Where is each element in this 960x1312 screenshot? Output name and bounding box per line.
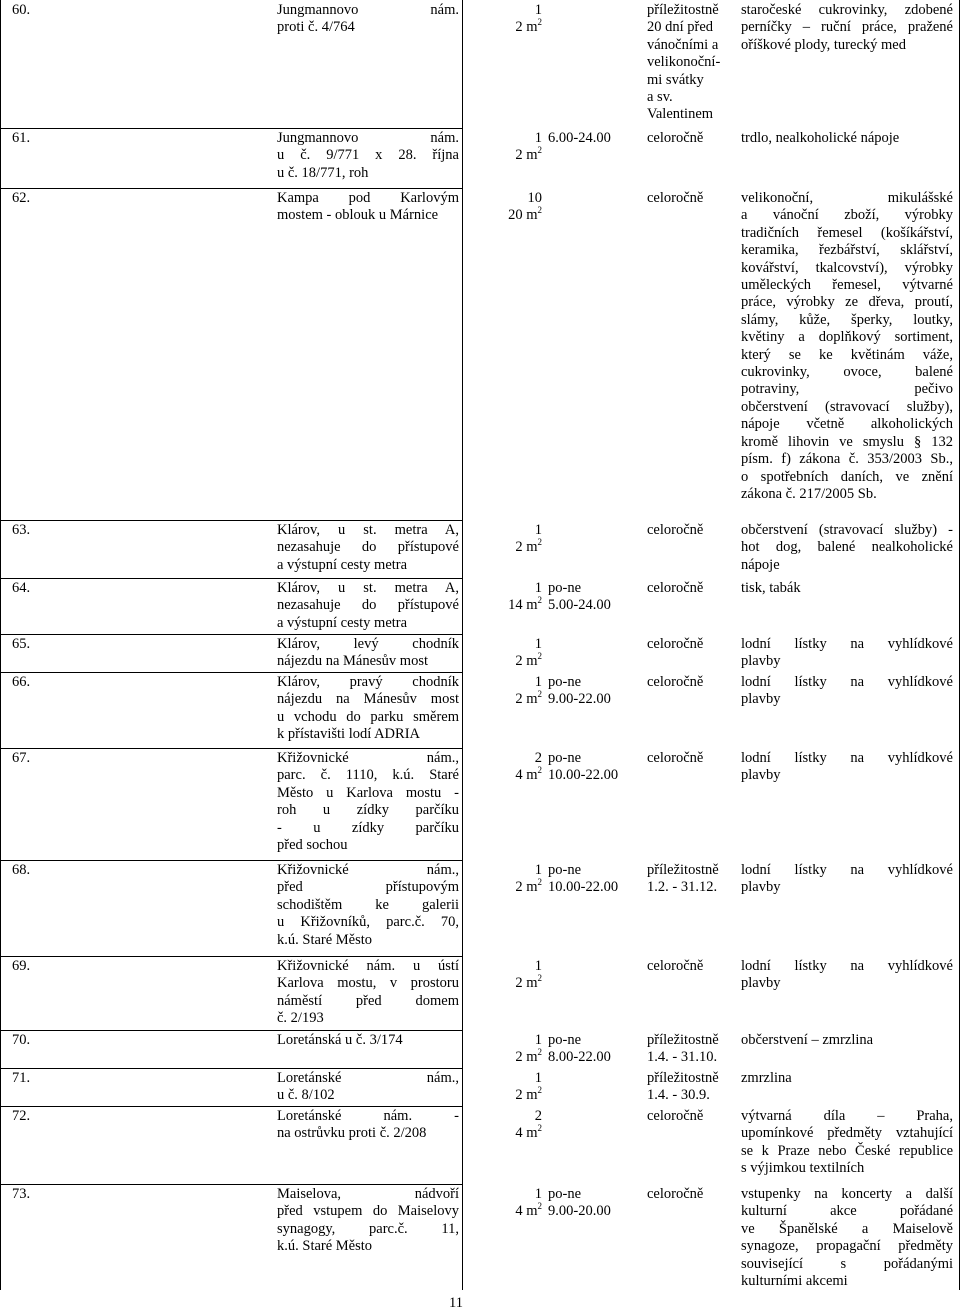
text-line: 10.00-22.00 bbox=[548, 767, 619, 784]
row-number: 73. bbox=[12, 1186, 31, 1202]
stand-area bbox=[466, 653, 542, 670]
goods-cell bbox=[741, 1108, 953, 1178]
text-line: plavby bbox=[741, 879, 781, 896]
text-line: upomínkové předměty vztahující bbox=[741, 1125, 953, 1142]
text-line: parc. č. 1110, k.ú. Staré bbox=[277, 767, 459, 784]
text-line: 9.00-20.00 bbox=[548, 1203, 611, 1220]
row-rule bbox=[0, 748, 463, 749]
text-line: před vstupem do Maiselovy bbox=[277, 1203, 459, 1220]
row-rule bbox=[0, 128, 463, 129]
area-exponent: 2 bbox=[537, 651, 542, 662]
text-line: lodní lístky na vyhlídkové bbox=[741, 862, 953, 878]
opening-hours-cell bbox=[548, 1032, 640, 1067]
row-rule bbox=[0, 1106, 463, 1107]
text-line: příležitostně bbox=[647, 1032, 719, 1048]
area-exponent: 2 bbox=[537, 145, 542, 156]
text-line: občerstvení (stravovací služby), bbox=[741, 398, 953, 415]
row-number: 72. bbox=[12, 1108, 31, 1124]
text-line: celoročně bbox=[647, 674, 704, 690]
stand-count: 1 bbox=[534, 2, 542, 18]
quantity-cell bbox=[466, 2, 542, 37]
text-line: u vchodu do parku směrem bbox=[277, 708, 459, 725]
text-line: nápoje bbox=[741, 556, 780, 573]
text-line: s výjimkou textilních bbox=[741, 1160, 865, 1177]
period-cell bbox=[647, 636, 735, 653]
location-cell bbox=[277, 580, 459, 632]
text-line: u Křižovníků, parc.č. 70, bbox=[277, 914, 459, 931]
goods-cell bbox=[741, 580, 953, 597]
stand-area bbox=[466, 1203, 542, 1220]
text-line: Křižovnické nám. u ústí bbox=[277, 958, 459, 974]
text-line: Karlova mostu, v prostoru bbox=[277, 975, 459, 992]
row-number: 68. bbox=[12, 862, 31, 878]
area-exponent: 2 bbox=[537, 17, 542, 28]
text-line: slámy, kůže, šperky, loutky, bbox=[741, 311, 953, 328]
goods-cell bbox=[741, 750, 953, 785]
area-exponent: 2 bbox=[537, 1047, 542, 1058]
stand-area bbox=[466, 767, 542, 784]
row-number: 64. bbox=[12, 580, 31, 596]
row-rule bbox=[0, 520, 463, 521]
text-line: 1.4. - 31.10. bbox=[647, 1049, 718, 1066]
stand-count: 2 bbox=[534, 1108, 542, 1124]
stand-count: 1 bbox=[534, 674, 542, 690]
opening-hours-cell bbox=[548, 1186, 640, 1221]
quantity-cell bbox=[466, 580, 542, 615]
stand-area bbox=[466, 1087, 542, 1104]
text-line: výtvarná díla – Praha, bbox=[741, 1108, 953, 1124]
text-line: celoročně bbox=[647, 190, 704, 206]
area-exponent: 2 bbox=[537, 205, 542, 216]
location-cell bbox=[277, 1032, 459, 1049]
text-line: po-ne bbox=[548, 674, 582, 690]
text-line: a výstupní cesty metra bbox=[277, 556, 408, 573]
stand-count: 2 bbox=[534, 750, 542, 766]
text-line: kulturní akce pořádané bbox=[741, 1203, 953, 1220]
text-line: nápoje včetně alkoholických bbox=[741, 416, 953, 433]
text-line: Klárov, u st. metra A, bbox=[277, 522, 459, 538]
row-rule bbox=[0, 1068, 463, 1069]
quantity-cell bbox=[466, 190, 542, 225]
stand-count: 1 bbox=[534, 958, 542, 974]
text-line: po-ne bbox=[548, 1032, 582, 1048]
row-number: 63. bbox=[12, 522, 31, 538]
text-line: u č. 9/771 x 28. října bbox=[277, 147, 459, 164]
text-line: plavby bbox=[741, 767, 781, 784]
period-cell bbox=[647, 1186, 735, 1203]
area-value: 2 m bbox=[515, 691, 538, 708]
row-number: 69. bbox=[12, 958, 31, 974]
text-line: roh u zídky parčíku bbox=[277, 802, 459, 819]
text-line: Loretánské nám. - bbox=[277, 1108, 459, 1124]
row-rule bbox=[0, 672, 463, 673]
text-line: 8.00-22.00 bbox=[548, 1049, 611, 1066]
text-line: příležitostně bbox=[647, 1070, 719, 1086]
text-line: celoročně bbox=[647, 130, 704, 146]
opening-hours-cell bbox=[548, 750, 640, 785]
text-line: č. 2/193 bbox=[277, 1010, 324, 1027]
text-line: plavby bbox=[741, 653, 781, 670]
quantity-cell bbox=[466, 130, 542, 165]
period-cell bbox=[647, 190, 735, 207]
goods-cell bbox=[741, 674, 953, 709]
row-number: 67. bbox=[12, 750, 31, 766]
period-cell bbox=[647, 2, 735, 124]
quantity-cell bbox=[466, 1070, 542, 1105]
goods-cell bbox=[741, 522, 953, 574]
text-line: lodní lístky na vyhlídkové bbox=[741, 674, 953, 690]
text-line: hot dog, balené nealkoholické bbox=[741, 539, 953, 556]
text-line: mostem - oblouk u Márnice bbox=[277, 207, 439, 224]
text-line: celoročně bbox=[647, 1108, 704, 1124]
area-value: 2 m bbox=[515, 975, 538, 992]
text-line: příležitostně bbox=[647, 2, 719, 18]
text-line: plavby bbox=[741, 691, 781, 708]
column-rule bbox=[0, 0, 1, 1290]
row-number: 66. bbox=[12, 674, 31, 690]
goods-cell bbox=[741, 190, 953, 503]
quantity-cell bbox=[466, 674, 542, 709]
period-cell bbox=[647, 522, 735, 539]
text-line: Kampa pod Karlovým bbox=[277, 190, 459, 206]
area-value: 4 m bbox=[515, 1125, 538, 1142]
text-line: potraviny, pečivo bbox=[741, 381, 953, 398]
text-line: 9.00-22.00 bbox=[548, 691, 611, 708]
period-cell bbox=[647, 674, 735, 691]
quantity-cell bbox=[466, 750, 542, 785]
text-line: lodní lístky na vyhlídkové bbox=[741, 958, 953, 974]
area-value: 2 m bbox=[515, 1049, 538, 1066]
stand-area bbox=[466, 597, 542, 614]
stand-count: 1 bbox=[534, 1186, 542, 1202]
text-line: keramika, řezbářství, sklářství, bbox=[741, 242, 953, 259]
text-line: a vánoční zboží, výrobky bbox=[741, 207, 953, 224]
text-line: mi svátky bbox=[647, 71, 704, 88]
text-line: 1.2. - 31.12. bbox=[647, 879, 718, 896]
period-cell bbox=[647, 130, 735, 147]
text-line: celoročně bbox=[647, 1186, 704, 1202]
text-line: příležitostně bbox=[647, 862, 719, 878]
text-line: uměleckých řemesel, výtvarné bbox=[741, 277, 953, 294]
text-line: velikonoční, mikulášské bbox=[741, 190, 953, 206]
period-cell bbox=[647, 580, 735, 597]
period-cell bbox=[647, 1070, 735, 1105]
stand-area bbox=[466, 539, 542, 556]
text-line: synagoze, propagační předměty bbox=[741, 1238, 953, 1255]
stand-count: 1 bbox=[534, 130, 542, 146]
row-number: 71. bbox=[12, 1070, 31, 1086]
text-line: kovářství, tkalcovství), výrobky bbox=[741, 259, 953, 276]
goods-cell bbox=[741, 130, 953, 147]
text-line: 20 dní před bbox=[647, 19, 714, 36]
text-line: občerstvení (stravovací služby) - bbox=[741, 522, 953, 538]
text-line: vstupenky na koncerty a další bbox=[741, 1186, 953, 1202]
quantity-cell bbox=[466, 1108, 542, 1143]
stand-area bbox=[466, 1049, 542, 1066]
opening-hours-cell bbox=[548, 580, 640, 615]
text-line: u č. 18/771, roh bbox=[277, 164, 369, 181]
goods-cell bbox=[741, 862, 953, 897]
text-line: lodní lístky na vyhlídkové bbox=[741, 750, 953, 766]
stand-count: 1 bbox=[534, 1070, 542, 1086]
period-cell bbox=[647, 1108, 735, 1125]
opening-hours-cell bbox=[548, 674, 640, 709]
text-line: cukrovinky, ovoce, balené bbox=[741, 364, 953, 381]
text-line: - u zídky parčíku bbox=[277, 819, 459, 836]
text-line: 6.00-24.00 bbox=[548, 130, 611, 146]
stand-count: 1 bbox=[534, 580, 542, 596]
text-line: ve Španělské a Maiselově bbox=[741, 1220, 953, 1237]
stand-count: 1 bbox=[534, 636, 542, 652]
text-line: celoročně bbox=[647, 522, 704, 538]
text-line: Maiselova, nádvoří bbox=[277, 1186, 459, 1202]
text-line: Křižovnické nám., bbox=[277, 750, 459, 766]
row-number: 61. bbox=[12, 130, 31, 146]
text-line: trdlo, nealkoholické nápoje bbox=[741, 130, 900, 146]
text-line: Klárov, pravý chodník bbox=[277, 674, 459, 690]
opening-hours-cell bbox=[548, 862, 640, 897]
text-line: zákona č. 217/2005 Sb. bbox=[741, 485, 877, 502]
location-cell bbox=[277, 522, 459, 574]
quantity-cell bbox=[466, 522, 542, 557]
location-cell bbox=[277, 674, 459, 744]
text-line: po-ne bbox=[548, 580, 582, 596]
text-line: který se ke květinám váže, bbox=[741, 346, 953, 363]
location-cell bbox=[277, 1070, 459, 1105]
area-exponent: 2 bbox=[537, 595, 542, 606]
row-rule bbox=[0, 1030, 463, 1031]
quantity-cell bbox=[466, 1032, 542, 1067]
text-line: na ostrůvku proti č. 2/208 bbox=[277, 1125, 427, 1142]
text-line: Klárov, u st. metra A, bbox=[277, 580, 459, 596]
text-line: celoročně bbox=[647, 580, 704, 596]
text-line: vánočními a bbox=[647, 36, 719, 53]
area-exponent: 2 bbox=[537, 537, 542, 548]
text-line: Klárov, levý chodník bbox=[277, 636, 459, 652]
page-number: 11 bbox=[449, 1295, 463, 1311]
text-line: celoročně bbox=[647, 750, 704, 766]
text-line: občerstvení – zmrzlina bbox=[741, 1032, 874, 1048]
text-line: lodní lístky na vyhlídkové bbox=[741, 636, 953, 652]
goods-cell bbox=[741, 2, 953, 54]
text-line: nezasahuje do přístupové bbox=[277, 597, 459, 614]
goods-cell bbox=[741, 1032, 953, 1049]
row-rule bbox=[0, 860, 463, 861]
location-cell bbox=[277, 1186, 459, 1256]
text-line: Křižovnické nám., bbox=[277, 862, 459, 878]
location-cell bbox=[277, 636, 459, 671]
area-exponent: 2 bbox=[537, 1085, 542, 1096]
text-line: před sochou bbox=[277, 837, 348, 854]
text-line: celoročně bbox=[647, 958, 704, 974]
text-line: po-ne bbox=[548, 750, 582, 766]
area-exponent: 2 bbox=[537, 973, 542, 984]
text-line: Loretánské nám., bbox=[277, 1070, 459, 1086]
stand-area bbox=[466, 691, 542, 708]
text-line: oříškové plody, turecký med bbox=[741, 36, 906, 53]
area-value: 2 m bbox=[515, 1087, 538, 1104]
location-cell bbox=[277, 750, 459, 854]
text-line: u č. 8/102 bbox=[277, 1087, 335, 1104]
area-value: 2 m bbox=[515, 19, 538, 36]
quantity-cell bbox=[466, 1186, 542, 1221]
stand-count: 1 bbox=[534, 1032, 542, 1048]
area-value: 20 m bbox=[508, 207, 538, 224]
goods-cell bbox=[741, 1186, 953, 1290]
row-rule bbox=[0, 578, 463, 579]
text-line: k přístavišti lodí ADRIA bbox=[277, 726, 420, 743]
text-line: perníčky – ruční práce, pražené bbox=[741, 19, 953, 36]
area-value: 2 m bbox=[515, 653, 538, 670]
area-value: 4 m bbox=[515, 1203, 538, 1220]
stand-area bbox=[466, 1125, 542, 1142]
quantity-cell bbox=[466, 862, 542, 897]
row-number: 70. bbox=[12, 1032, 31, 1048]
row-number: 60. bbox=[12, 2, 31, 18]
area-value: 2 m bbox=[515, 539, 538, 556]
text-line: Jungmannovo nám. bbox=[277, 2, 459, 18]
text-line: Město u Karlova mostu - bbox=[277, 784, 459, 801]
text-line: velikonoční- bbox=[647, 54, 721, 71]
period-cell bbox=[647, 862, 735, 897]
stand-count: 10 bbox=[527, 190, 542, 206]
text-line: celoročně bbox=[647, 636, 704, 652]
period-cell bbox=[647, 750, 735, 767]
row-rule bbox=[0, 1184, 463, 1185]
goods-cell bbox=[741, 958, 953, 993]
stand-area bbox=[466, 147, 542, 164]
text-line: tisk, tabák bbox=[741, 580, 801, 596]
quantity-cell bbox=[466, 958, 542, 993]
location-cell bbox=[277, 862, 459, 949]
text-line: tradičních řemesel (košíkářství, bbox=[741, 224, 953, 241]
area-exponent: 2 bbox=[537, 1201, 542, 1212]
area-exponent: 2 bbox=[537, 689, 542, 700]
area-value: 2 m bbox=[515, 879, 538, 896]
text-line: 5.00-24.00 bbox=[548, 597, 611, 614]
text-line: květiny a doplňkový sortiment, bbox=[741, 329, 953, 346]
text-line: a sv. bbox=[647, 89, 673, 106]
text-line: před přístupovým bbox=[277, 879, 459, 896]
text-line: Loretánská u č. 3/174 bbox=[277, 1032, 403, 1048]
text-line: plavby bbox=[741, 975, 781, 992]
text-line: nájezdu na Mánesův most bbox=[277, 653, 429, 670]
area-exponent: 2 bbox=[537, 1123, 542, 1134]
text-line: o spotřebních daních, ve znění bbox=[741, 468, 953, 485]
text-line: Jungmannovo nám. bbox=[277, 130, 459, 146]
text-line: práce, výrobky ze dřeva, proutí, bbox=[741, 294, 953, 311]
area-exponent: 2 bbox=[537, 877, 542, 888]
stand-count: 1 bbox=[534, 522, 542, 538]
text-line: k.ú. Staré Město bbox=[277, 931, 373, 948]
text-line: synagogy, parc.č. 11, bbox=[277, 1220, 459, 1237]
row-number: 62. bbox=[12, 190, 31, 206]
text-line: související s pořádanými bbox=[741, 1255, 953, 1272]
row-rule bbox=[0, 634, 463, 635]
text-line: k.ú. Staré Město bbox=[277, 1238, 373, 1255]
text-line: po-ne bbox=[548, 862, 582, 878]
text-line: písm. f) zákona č. 353/2003 Sb., bbox=[741, 451, 953, 468]
text-line: Valentinem bbox=[647, 106, 714, 123]
stand-area bbox=[466, 975, 542, 992]
text-line: zmrzlina bbox=[741, 1070, 792, 1086]
row-rule bbox=[0, 956, 463, 957]
text-line: náměstí před domem bbox=[277, 992, 459, 1009]
text-line: kromě lihovin ve smyslu § 132 bbox=[741, 433, 953, 450]
opening-hours-cell bbox=[548, 130, 640, 147]
text-line: 10.00-22.00 bbox=[548, 879, 619, 896]
stand-count: 1 bbox=[534, 862, 542, 878]
area-exponent: 2 bbox=[537, 765, 542, 776]
location-cell bbox=[277, 2, 459, 37]
text-line: nezasahuje do přístupové bbox=[277, 539, 459, 556]
goods-cell bbox=[741, 1070, 953, 1087]
location-cell bbox=[277, 1108, 459, 1143]
text-line: schodištěm ke galerii bbox=[277, 896, 459, 913]
row-number: 65. bbox=[12, 636, 31, 652]
period-cell bbox=[647, 1032, 735, 1067]
column-rule bbox=[462, 0, 463, 1290]
text-line: se k Praze nebo České republice bbox=[741, 1142, 953, 1159]
text-line: po-ne bbox=[548, 1186, 582, 1202]
period-cell bbox=[647, 958, 735, 975]
location-cell bbox=[277, 958, 459, 1028]
location-cell bbox=[277, 130, 459, 182]
area-value: 2 m bbox=[515, 147, 538, 164]
area-value: 4 m bbox=[515, 767, 538, 784]
goods-cell bbox=[741, 636, 953, 671]
stand-area bbox=[466, 19, 542, 36]
location-cell bbox=[277, 190, 459, 225]
text-line: staročeské cukrovinky, zdobené bbox=[741, 2, 953, 18]
stand-area bbox=[466, 207, 542, 224]
area-value: 14 m bbox=[508, 597, 538, 614]
stand-area bbox=[466, 879, 542, 896]
row-rule bbox=[0, 188, 463, 189]
text-line: 1.4. - 30.9. bbox=[647, 1087, 710, 1104]
quantity-cell bbox=[466, 636, 542, 671]
text-line: proti č. 4/764 bbox=[277, 19, 355, 36]
text-line: kulturními akcemi bbox=[741, 1273, 848, 1290]
text-line: nájezdu na Mánesův most bbox=[277, 691, 459, 708]
text-line: a výstupní cesty metra bbox=[277, 614, 408, 631]
